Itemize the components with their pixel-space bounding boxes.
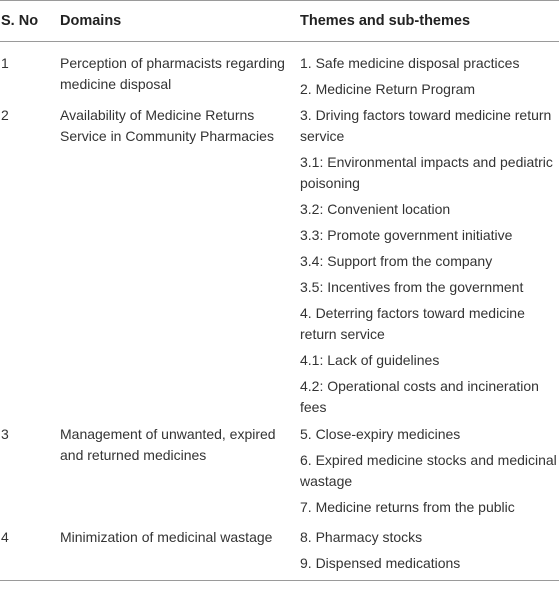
row-domain: Minimization of medicinal wastage [60, 529, 273, 545]
row-sno: 4 [1, 529, 9, 545]
theme-item: 5. Close-expiry medicines [300, 426, 461, 442]
row-sno: 1 [1, 55, 9, 71]
table-row [0, 516, 559, 580]
theme-item: 3.5: Incentives from the government [300, 279, 524, 295]
theme-item: 4.1: Lack of guidelines [300, 352, 440, 368]
table-row [0, 94, 559, 413]
bottom-rule [0, 580, 559, 581]
theme-item: 3. Driving factors toward medicine return service [300, 107, 552, 144]
theme-item: 4.2: Operational costs and incineration fees [300, 378, 539, 415]
theme-item: 9. Dispensed medications [300, 555, 461, 571]
theme-item: 7. Medicine returns from the public [300, 499, 515, 515]
header-sno: S. No [1, 13, 39, 29]
theme-item: 1. Safe medicine disposal practices [300, 55, 520, 71]
theme-item: 3.4: Support from the company [300, 253, 493, 269]
row-themes [300, 413, 559, 518]
theme-item: 3.1: Environmental impacts and pediatric poisoning [300, 154, 553, 191]
theme-item: 3.3: Promote government initiative [300, 227, 513, 243]
header-themes: Themes and sub-themes [300, 13, 471, 29]
row-themes [300, 42, 559, 100]
row-themes [300, 94, 559, 418]
row-sno: 2 [1, 107, 9, 123]
table-header [0, 1, 559, 41]
row-domain: Perception of pharmacists regarding medicine disposal [60, 55, 285, 92]
table-row [0, 413, 559, 516]
theme-item: 2. Medicine Return Program [300, 81, 476, 97]
theme-item: 6. Expired medicine stocks and medicinal wastage [300, 452, 557, 489]
row-sno: 3 [1, 426, 9, 442]
header-domains: Domains [60, 13, 122, 29]
row-domain: Management of unwanted, expired and returned medicines [60, 426, 276, 463]
table-row [0, 42, 559, 97]
theme-item: 3.2: Convenient location [300, 201, 451, 217]
theme-item: 4. Deterring factors toward medicine return service [300, 305, 525, 342]
row-domain: Availability of Medicine Returns Service in Community Pharmacies [60, 107, 274, 144]
row-themes [300, 516, 559, 574]
theme-item: 8. Pharmacy stocks [300, 529, 423, 545]
